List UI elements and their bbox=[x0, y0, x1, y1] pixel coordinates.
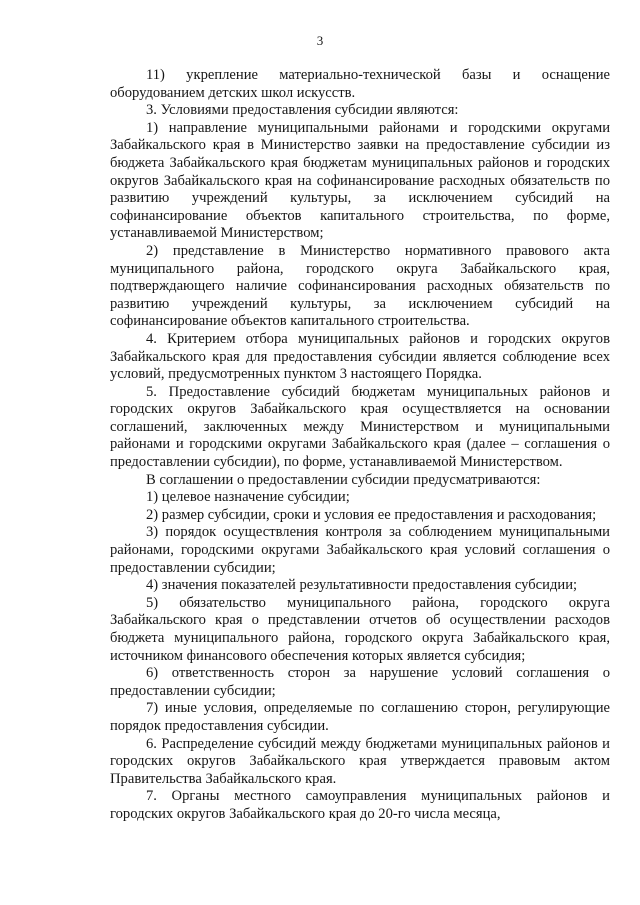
paragraph: В соглашении о предоставлении субсидии предусматриваются: bbox=[146, 471, 541, 488]
paragraph: 11) укрепление материально-технической базы и оснащение оборудованием детских школ искусств. bbox=[110, 67, 610, 101]
paragraph: 6) ответственность сторон за нарушение условий соглашения о предоставлении субсидии; bbox=[110, 665, 610, 699]
paragraph: 6. Распределение субсидий между бюджетами муниципальных районов и городских округов Забайкальского края утверждается правовым актом Правительства Забайкальского края. bbox=[110, 735, 610, 787]
paragraph: 3. Условиями предоставления субсидии являются: bbox=[146, 102, 459, 119]
paragraph: 1) целевое назначение субсидии; bbox=[146, 489, 350, 506]
paragraph: 5) обязательство муниципального района, городского округа Забайкальского края о представлении отчетов об осуществлении расходов бюджета муниципального района, городского округа Забайкальского края, источником финансового обеспечения которых является субсидия; bbox=[110, 594, 610, 664]
paragraph: 7. Органы местного самоуправления муниципальных районов и городских округов Забайкальского края до 20-го числа месяца, bbox=[110, 788, 610, 822]
paragraph: 2) представление в Министерство нормативного правового акта муниципального района, городского округа Забайкальского края, подтверждающего наличие софинансирования расходных обязательств по развитию учреждений культуры, за исключением субсидий на софинансирование объектов капитального строительства. bbox=[110, 242, 610, 330]
paragraph: 2) размер субсидии, сроки и условия ее предоставления и расходования; bbox=[146, 506, 597, 523]
document-body bbox=[110, 67, 610, 824]
page-number: 3 bbox=[316, 33, 324, 48]
paragraph: 7) иные условия, определяемые по соглашению сторон, регулирующие порядок предоставления субсидии. bbox=[110, 700, 610, 734]
paragraph: 5. Предоставление субсидий бюджетам муниципальных районов и городских округов Забайкальского края осуществляется на основании соглашений, заключенных между Министерством и муниципальными районами и городскими округами Забайкальского края (далее – соглашения о предоставлении субсидии), по форме, устанавливаемой Министерством. bbox=[110, 383, 610, 471]
paragraph: 3) порядок осуществления контроля за соблюдением муниципальными районами, городскими округами Забайкальского края условий соглашения о предоставлении субсидии; bbox=[110, 524, 610, 576]
paragraph: 1) направление муниципальными районами и городскими округами Забайкальского края в Министерство заявки на предоставление субсидии из бюджета Забайкальского края бюджетам муниципальных районов и городских округов Забайкальского края на софинансирование расходных обязательств по развитию учреждений культуры, за исключением субсидий на софинансирование объектов капитального строительства, по форме, устанавливаемой Министерством; bbox=[110, 119, 610, 242]
paragraph: 4. Критерием отбора муниципальных районов и городских округов Забайкальского края для предоставления субсидии является соблюдение всех условий, предусмотренных пунктом 3 настоящего Порядка. bbox=[110, 330, 610, 383]
paragraph: 4) значения показателей результативности предоставления субсидии; bbox=[146, 577, 578, 594]
